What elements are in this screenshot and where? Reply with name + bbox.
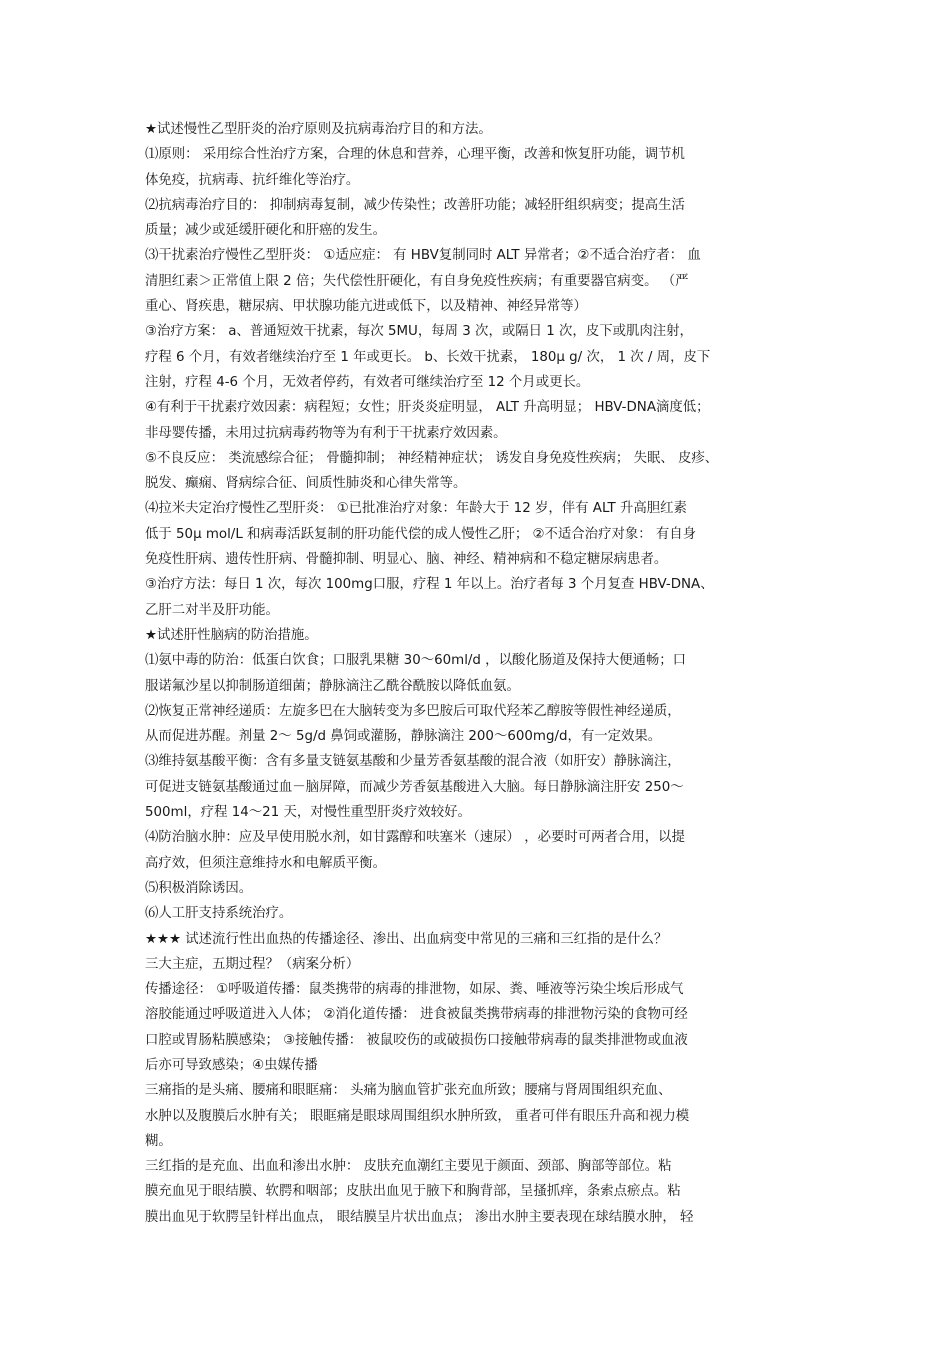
text-line: 溶胶能通过呼吸道进入人体； ②消化道传播： 进食被鼠类携带病毒的排泄物污染的食物可经 — [145, 1007, 688, 1023]
text-line: ⑷拉米夫定治疗慢性乙型肝炎： ①已批准治疗对象：年龄大于 12 岁，伴有 ALT 升高胆红素 — [145, 501, 687, 517]
text-line: 免疫性肝病、遗传性肝病、骨髓抑制、明显心、脑、神经、精神病和不稳定糖尿病患者。 — [145, 552, 668, 568]
text-line: 从而促进苏醒。剂量 2～ 5g/d 鼻饲或灌肠，静脉滴注 200～600mg/d，有一定效果。 — [145, 729, 662, 745]
text-line: 服诺氟沙星以抑制肠道细菌；静脉滴注乙酰谷酰胺以降低血氨。 — [145, 678, 520, 694]
text-line: 低于 50μ mol/L 和病毒活跃复制的肝功能代偿的成人慢性乙肝； ②不适合治疗对象： 有自身 — [145, 526, 697, 542]
text-line: 疗程 6 个月，有效者继续治疗至 1 年或更长。 b、长效干扰素， 180μ g/ 次， 1 次 / 周，皮下 — [145, 349, 711, 365]
text-line: 三红指的是充血、出血和渗出水肿： 皮肤充血潮红主要见于颜面、颈部、胸部等部位。粘 — [145, 1159, 672, 1175]
text-line: 三痛指的是头痛、腰痛和眼眶痛： 头痛为脑血管扩张充血所致；腰痛与肾周围组织充血、 — [145, 1083, 672, 1099]
text-line: 三大主症，五期过程？（病案分析） — [145, 956, 360, 972]
text-line: 膜出血见于软腭呈针样出血点， 眼结膜呈片状出血点； 渗出水肿主要表现在球结膜水肿， 轻 — [145, 1209, 694, 1225]
text-line: 非母婴传播，未用过抗病毒药物等为有利于干扰素疗效因素。 — [145, 425, 507, 441]
text-line: 清胆红素＞正常值上限 2 倍；失代偿性肝硬化，有自身免疫性疾病；有重要器官病变。 （严 — [145, 273, 689, 289]
text-line: 后亦可导致感染；④虫媒传播 — [145, 1057, 318, 1073]
text-line: ⑵抗病毒治疗目的： 抑制病毒复制，减少传染性；改善肝功能；减轻肝组织病变；提高生活 — [145, 197, 685, 213]
text-line: 传播途径： ①呼吸道传播：鼠类携带的病毒的排泄物，如尿、粪、唾液等污染尘埃后形成气 — [145, 982, 684, 998]
text-line: ⑶维持氨基酸平衡：含有多量支链氨基酸和少量芳香氨基酸的混合液（如肝安）静脉滴注， — [145, 754, 681, 770]
text-line: 可促进支链氨基酸通过血－脑屏障，而减少芳香氨基酸进入大脑。每日静脉滴注肝安 250～ — [145, 779, 684, 795]
text-line: ⑸积极消除诱因。 — [145, 880, 253, 896]
text-line: ⑤不良反应： 类流感综合征； 骨髓抑制； 神经精神症状； 诱发自身免疫性疾病； 失眠、 皮疹、 — [145, 450, 719, 466]
text-line: 重心、肾疾患，糖尿病、甲状腺功能亢进或低下，以及精神、神经异常等） — [145, 299, 587, 315]
text-line: ⑷防治脑水肿：应及早使用脱水剂，如甘露醇和呋塞米（速尿） ，必要时可两者合用，以提 — [145, 830, 685, 846]
text-line: 注射，疗程 4-6 个月，无效者停药，有效者可继续治疗至 12 个月或更长。 — [145, 374, 590, 390]
text-line: 脱发、癫痫、肾病综合征、间质性肺炎和心律失常等。 — [145, 476, 467, 492]
text-line: ⑴原则： 采用综合性治疗方案，合理的休息和营养，心理平衡，改善和恢复肝功能，调节机 — [145, 147, 685, 163]
text-line: 高疗效，但须注意维持水和电解质平衡。 — [145, 855, 387, 871]
text-line: 糊。 — [145, 1133, 172, 1149]
text-line: ⑹人工肝支持系统治疗。 — [145, 906, 293, 922]
text-line: 体免疫，抗病毒、抗纤维化等治疗。 — [145, 172, 360, 188]
text-line: 水肿以及腹膜后水肿有关； 眼眶痛是眼球周围组织水肿所致， 重者可伴有眼压升高和视力模 — [145, 1108, 690, 1124]
text-line: 质量；减少或延缓肝硬化和肝癌的发生。 — [145, 223, 387, 239]
text-line: ⑴氨中毒的防治：低蛋白饮食；口服乳果糖 30～60ml/d ，以酸化肠道及保持大便通畅；口 — [145, 653, 687, 669]
text-line: ④有利于干扰素疗效因素：病程短；女性；肝炎炎症明显， ALT 升高明显； HBV-DNA滴度低； — [145, 400, 710, 416]
text-line: 500ml，疗程 14～21 天，对慢性重型肝炎疗效较好。 — [145, 805, 471, 821]
text-line: 乙肝二对半及肝功能。 — [145, 602, 279, 618]
text-line: ★试述慢性乙型肝炎的治疗原则及抗病毒治疗目的和方法。 — [145, 122, 492, 137]
text-line: ⑶干扰素治疗慢性乙型肝炎： ①适应症： 有 HBV复制同时 ALT 异常者；②不适合治疗者： 血 — [145, 248, 701, 264]
document-body — [145, 117, 810, 1230]
text-line: ⑵恢复正常神经递质：左旋多巴在大脑转变为多巴胺后可取代羟苯乙醇胺等假性神经递质， — [145, 703, 681, 719]
text-line: ★试述肝性脑病的防治措施。 — [145, 627, 318, 643]
text-line: ③治疗方案： a、普通短效干扰素，每次 5MU，每周 3 次，或隔日 1 次，皮下或肌肉注射， — [145, 324, 693, 340]
text-line: ③治疗方法：每日 1 次，每次 100mg口服，疗程 1 年以上。治疗者每 3 个月复查 HBV-DNA、 — [145, 577, 714, 593]
text-line: 膜充血见于眼结膜、软腭和咽部；皮肤出血见于腋下和胸背部，呈搔抓痒，条索点瘀点。粘 — [145, 1184, 681, 1200]
text-line: 口腔或胃肠粘膜感染； ③接触传播： 被鼠咬伤的或破损伤口接触带病毒的鼠类排泄物或血液 — [145, 1032, 688, 1048]
text-line: ★★★ 试述流行性出血热的传播途径、渗出、出血病变中常见的三痛和三红指的是什么？ — [145, 931, 668, 947]
